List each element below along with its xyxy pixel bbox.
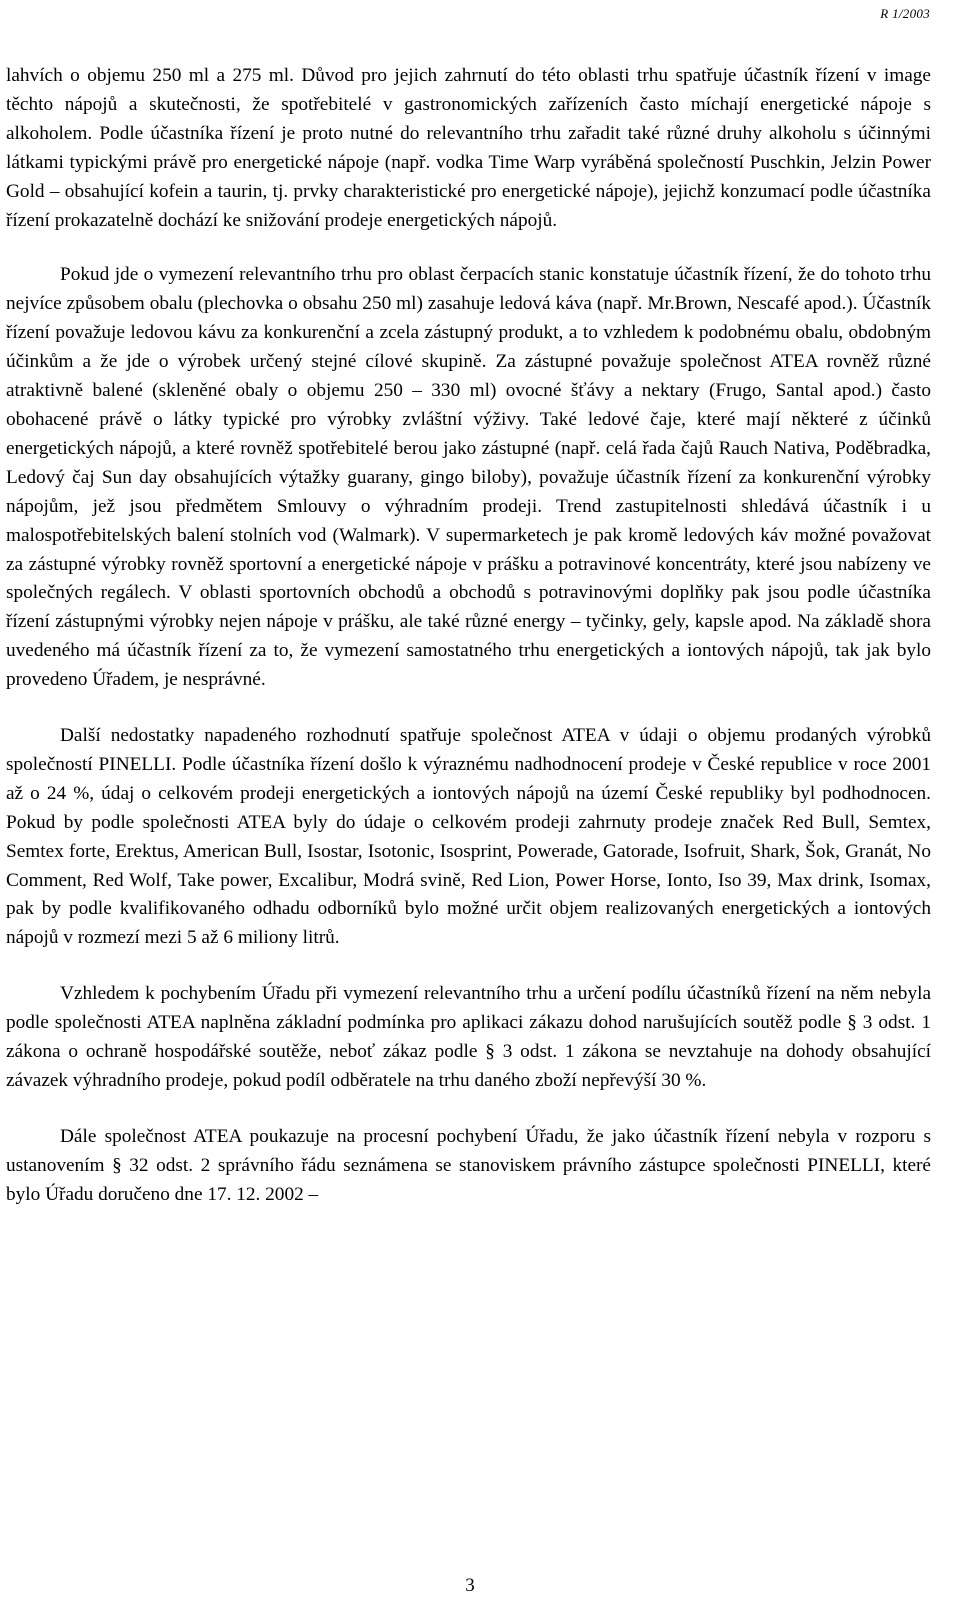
paragraph-sales-volume: Další nedostatky napadeného rozhodnutí spatřuje společnost ATEA v údaji o objemu prodaných výrobků společností PINELLI. Podle účastníka řízení došlo k výraznému nadhodnocení prodeje v České republice v roce 2001 až o 24 %, údaj o celkovém prodeji energetických a iontových nápojů na území České republiky byl podhodnocen. Pokud by podle společnosti ATEA byly do údaje o celkovém prodeji zahrnuty prodeje značek Red Bull, Semtex, Semtex forte, Erektus, American Bull, Isostar, Isotonic, Isosprint, Powerade, Gatorade, Isofruit, Shark, Šok, Granát, No Comment, Red Wolf, Take power, Excalibur, Modrá svině, Red Lion, Power Horse, Ionto, Iso 39, Max drink, Isomax, pak by podle kvalifikovaného odhadu odborníků bylo možné určit objem realizovaných energetických a iontových nápojů v rozmezí mezi 5 až 6 miliony litrů. (6, 725, 931, 949)
paragraph-market-share: Vzhledem k pochybením Úřadu při vymezení relevantního trhu a určení podílu účastníků řízení na něm nebyla podle společnosti ATEA naplněna základní podmínka pro aplikaci zákazu dohod narušujících soutěž podle § 3 odst. 1 zákona o ochraně hospodářské soutěže, neboť zákaz podle § 3 odst. 1 zákona se nevztahuje na dohody obsahující závazek výhradního prodeje, pokud podíl odběratele na trhu daného zboží nepřevýší 30 %. (6, 983, 931, 1091)
paragraph-continuation: lahvích o objemu 250 ml a 275 ml. Důvod pro jejich zahrnutí do této oblasti trhu spatřuje účastník řízení v image těchto nápojů a skutečnosti, že spotřebitelé v gastronomických zařízeních často míchají energetické nápoje s alkoholem. Podle účastníka řízení je proto nutné do relevantního trhu zařadit také různé druhy alkoholu s účinnými látkami typickými právě pro energetické nápoje (např. vodka Time Warp vyráběná společností Puschkin, Jelzin Power Gold – obsahující kofein a taurin, tj. prvky charakteristické pro energetické nápoje), jejichž konzumací podle účastníka řízení prokazatelně dochází ke snižování prodeje energetických nápojů. (6, 65, 931, 231)
page-number: 3 (465, 1575, 475, 1596)
paragraph-gas-stations: Pokud jde o vymezení relevantního trhu pro oblast čerpacích stanic konstatuje účastník řízení, že do tohoto trhu nejvíce způsobem obalu (plechovka o obsahu 250 ml) zasahuje ledová káva (např. Mr.Brown, Nescafé apod.). Účastník řízení považuje ledovou kávu za konkurenční a zcela zástupný produkt, a to vzhledem k podobnému obalu, obdobným účinkům a že jde o výrobek určený stejné cílové skupině. Za zástupné považuje společnost ATEA rovněž různé atraktivně balené (skleněné obaly o objemu 250 – 330 ml) ovocné šťávy a nektary (Frugo, Santal apod.) často obohacené právě o látky typické pro výrobky zvláštní výživy. Také ledové čaje, které mají některé z účinků energetických nápojů, a které rovněž spotřebitelé berou jako zástupné (např. celá řada čajů Rauch Nativa, Poděbradka, Ledový čaj Sun day obsahujících výtažky guarany, gingo biloby), považuje účastník řízení za konkurenční výrobky nápojům, jež jsou předmětem Smlouvy o výhradním prodeji. Trend zastupitelnosti shledává účastník i u malospotřebitelských balení stolních vod (Walmark). V supermarketech je pak kromě ledových káv možné považovat za zástupné výrobky rovněž sportovní a energetické nápoje v prášku a potravinové koncentráty, které jsou nabízeny ve společných regálech. V oblasti sportovních obchodů a obchodů s potravinovými doplňky pak jsou podle účastníka řízení zástupnými výrobky nejen nápoje v prášku, ale také různé energy – tyčinky, gely, kapsle apod. Na základě shora uvedeného má účastník řízení za to, že vymezení samostatného trhu energetických a iontových nápojů, tak jak bylo provedeno Úřadem, je nesprávné. (6, 264, 931, 691)
paragraph-procedural-error: Dále společnost ATEA poukazuje na procesní pochybení Úřadu, že jako účastník řízení nebyla v rozporu s ustanovením § 32 odst. 2 správního řádu seznámena se stanoviskem právního zástupce společnosti PINELLI, které bylo Úřadu doručeno dne 17. 12. 2002 – (6, 1125, 931, 1205)
running-header: R 1/2003 (880, 6, 930, 21)
document-body (6, 62, 931, 1237)
